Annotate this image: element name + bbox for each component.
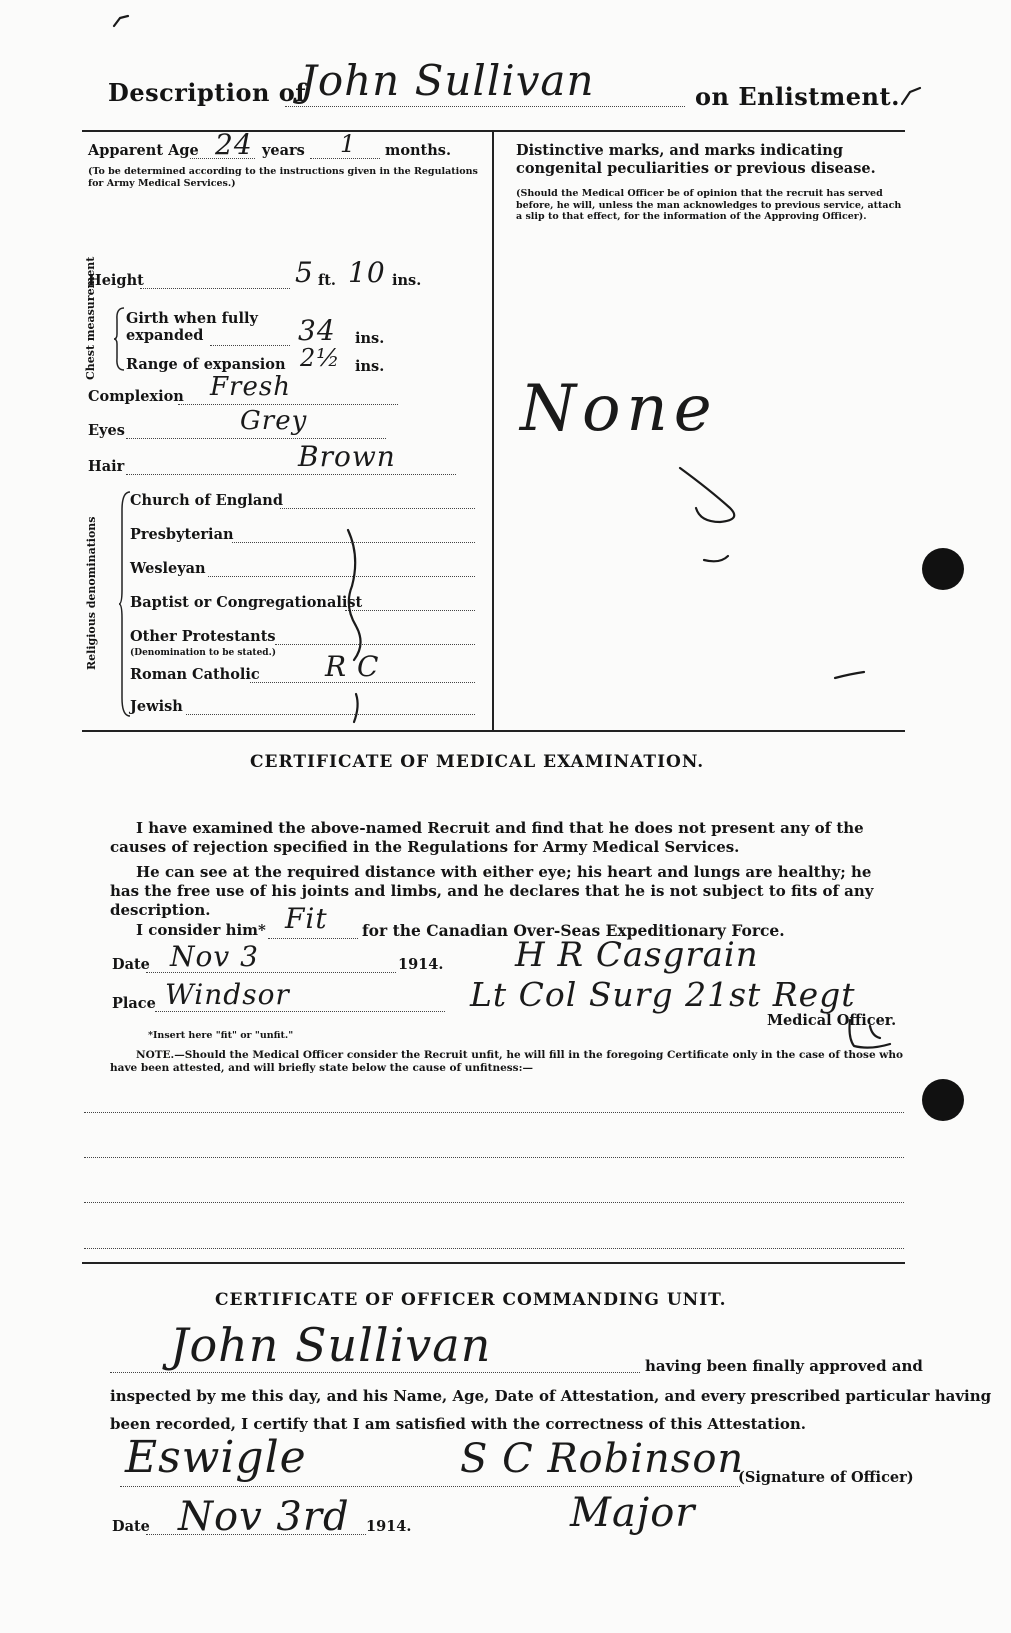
commanding-recruit-name: John Sullivan: [170, 1318, 492, 1372]
age-note: (To be determined according to the instructions given in the Regulations for Army Medical Services.): [88, 166, 478, 189]
insert-note: *Insert here "fit" or "unfit.": [148, 1030, 294, 1041]
punch-hole: [922, 1079, 964, 1121]
ditto-strokes-right: [670, 460, 890, 690]
religion-baptist: Baptist or Congregationalist: [130, 594, 363, 611]
consider-value: Fit: [285, 902, 328, 935]
commanding-heading: CERTIFICATE OF OFFICER COMMANDING UNIT.: [215, 1290, 727, 1310]
age-years-value: 24: [215, 128, 253, 161]
medical-date-label: Date: [112, 956, 150, 973]
months-label: months.: [385, 142, 452, 159]
religion-church-of-england: Church of England: [130, 492, 283, 509]
commanding-signature-1: Eswigle: [125, 1432, 307, 1483]
tick-mark: [110, 14, 134, 34]
signature-of-officer-label: (Signature of Officer): [738, 1469, 914, 1486]
years-label: years: [262, 142, 305, 159]
religious-denominations-label: Religious denominations: [85, 516, 98, 670]
medical-place-label: Place: [112, 995, 156, 1012]
chest-brace: [112, 306, 126, 372]
eyes-label: Eyes: [88, 422, 125, 439]
consider-prefix: I consider him*: [136, 921, 266, 939]
complexion-value: Fresh: [210, 372, 291, 402]
commanding-date-label: Date: [112, 1518, 150, 1535]
range-value: 2½: [300, 344, 341, 372]
commanding-year: 1914.: [366, 1518, 412, 1535]
religion-jewish: Jewish: [130, 698, 183, 715]
medical-date-value: Nov 3: [170, 940, 259, 973]
header-prefix: Description of: [108, 78, 307, 107]
tick-mark-right: [900, 86, 922, 108]
consider-suffix: for the Canadian Over-Seas Expeditionary Force.: [362, 921, 785, 940]
commanding-text-1: having been finally approved and: [645, 1357, 923, 1375]
medical-para-2: He can see at the required distance with either eye; his heart and lungs are healthy; he has the free use of his joints and limbs, and he declares that he is not subject to fits of any description.: [110, 863, 874, 919]
religion-value: R C: [325, 650, 380, 683]
medical-para-1: I have examined the above-named Recruit and find that he does not present any of the causes of rejection specified in the Regulations for Army Medical Services.: [110, 819, 864, 856]
religion-wesleyan: Wesleyan: [130, 560, 206, 577]
commanding-signature-2: S C Robinson: [460, 1436, 745, 1482]
distinctive-marks-note: (Should the Medical Officer be of opinion that the recruit has served before, he will, unless the man acknowledges to previous service, attach a slip to that effect, for the information of the Approving Officer).: [516, 188, 902, 222]
apparent-age-label: Apparent Age: [88, 142, 199, 159]
complexion-label: Complexion: [88, 388, 184, 405]
height-label: Height: [88, 272, 144, 289]
hair-value: Brown: [298, 440, 396, 473]
girth-label: Girth when fully expanded: [126, 310, 258, 344]
distinctive-marks-label: Distinctive marks, and marks indicating congenital peculiarities or previous disease.: [516, 142, 876, 177]
religion-roman-catholic: Roman Catholic: [130, 666, 260, 683]
range-unit: ins.: [355, 358, 385, 375]
height-ft-value: 5: [295, 256, 314, 289]
religion-other-protestants: Other Protestants: [130, 628, 276, 645]
medical-place-value: Windsor: [165, 978, 290, 1011]
punch-hole: [922, 548, 964, 590]
medical-year: 1914.: [398, 956, 444, 973]
other-protestants-note: (Denomination to be stated.): [130, 648, 276, 658]
unfit-note: NOTE.—Should the Medical Officer consider the Recruit unfit, he will fill in the foregoing Certificate only in the case of those who have been attested, and will briefly state below the cause of unfitness:—: [110, 1049, 903, 1074]
distinctive-marks-value: None: [520, 372, 718, 446]
medical-officer-signature: H R Casgrain: [515, 935, 759, 975]
ditto-stroke: [340, 526, 370, 726]
header-name: John Sullivan: [300, 56, 595, 105]
girth-unit: ins.: [355, 330, 385, 347]
age-months-value: 1: [340, 130, 357, 158]
chest-measurement-label: Chest measurement: [84, 256, 97, 380]
ft-label: ft.: [318, 272, 336, 289]
hair-label: Hair: [88, 458, 125, 475]
commanding-officer-rank: Major: [570, 1490, 696, 1536]
commanding-text-2: inspected by me this day, and his Name, Age, Date of Attestation, and every prescribed particular having: [110, 1387, 992, 1405]
medical-heading: CERTIFICATE OF MEDICAL EXAMINATION.: [250, 752, 705, 772]
header-suffix: on Enlistment.: [695, 82, 900, 111]
eyes-value: Grey: [240, 406, 308, 436]
medical-officer-rank: Lt Col Surg 21st Regt: [470, 975, 856, 1014]
girth-value: 34: [298, 314, 336, 347]
range-label: Range of expansion: [126, 356, 286, 373]
commanding-date-value: Nov 3rd: [178, 1494, 350, 1540]
height-ins-value: 10: [348, 256, 386, 289]
medical-officer-label: Medical Officer.: [767, 1012, 897, 1029]
commanding-text-3: been recorded, I certify that I am satisfied with the correctness of this Attestation.: [110, 1415, 807, 1433]
religion-presbyterian: Presbyterian: [130, 526, 234, 543]
ins-label: ins.: [392, 272, 422, 289]
